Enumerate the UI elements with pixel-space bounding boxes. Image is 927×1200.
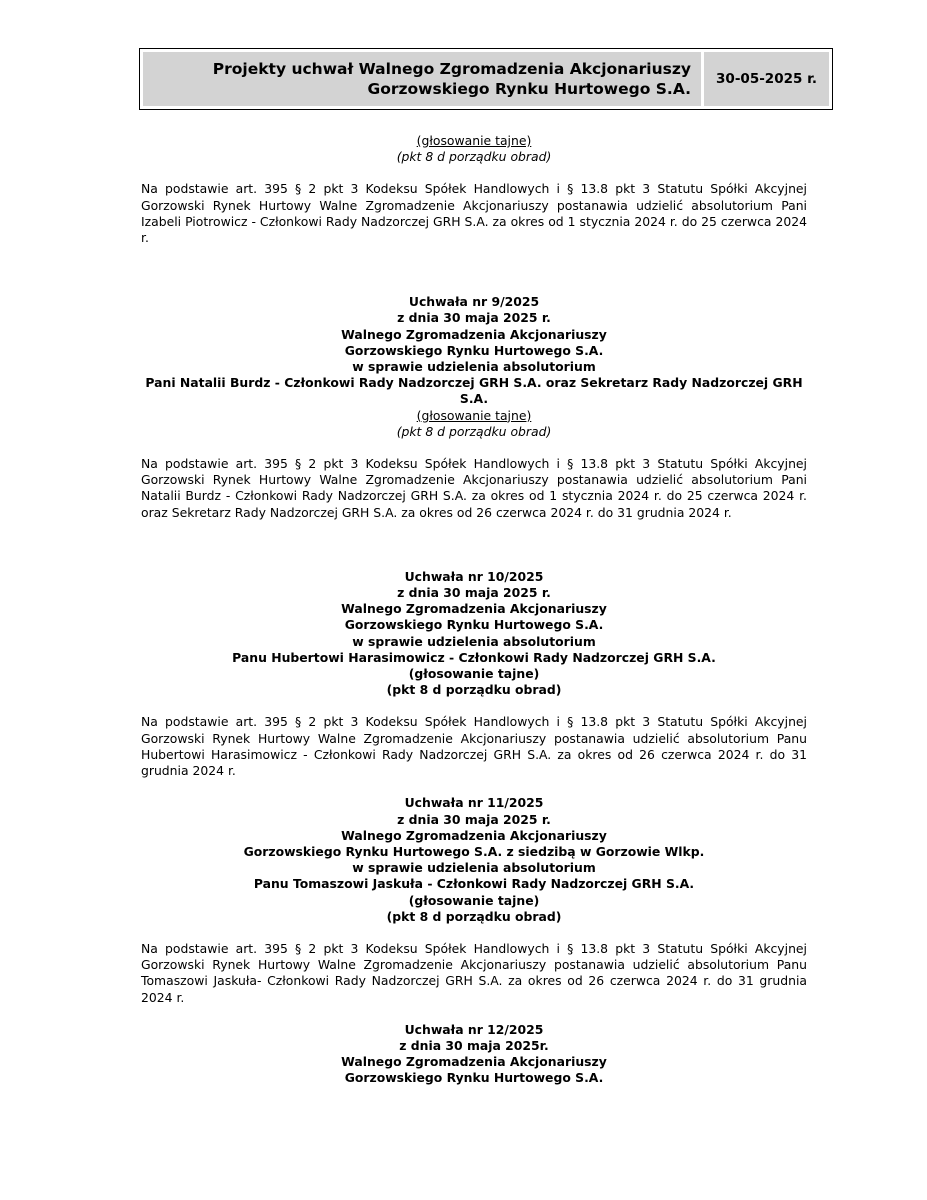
header-date: 30-05-2025 r. [704,52,829,106]
resolution-number: Uchwała nr 10/2025 [404,568,544,584]
resolution-number: Uchwała nr 11/2025 [404,795,544,811]
top-agenda-note: (pkt 8 d porządku obrad) [396,149,552,165]
resolution-subject: w sprawie udzielenia absolutorium [352,633,596,649]
resolution-body: Walnego Zgromadzenia Akcjonariuszy [341,326,607,342]
resolution-date: z dnia 30 maja 2025 r. [397,811,551,827]
resolution-subject: w sprawie udzielenia absolutorium [352,359,596,375]
resolution-date: z dnia 30 maja 2025 r. [397,585,551,601]
resolution-text: Na podstawie art. 395 § 2 pkt 3 Kodeksu Spółek Handlowych i § 13.8 pkt 3 Statutu Spółki Akcyjnej Gorzowski Rynek Hurtowy Walne Zgromadzenie Akcjonariuszy postanawia udzielić absolutorium Panu Hubertowi Harasimowicz - Członkowi Rady Nadzorczej GRH S.A. za okres od 26 czerwca 2024 r. do 31 grudnia 2024 r. [141,714,807,779]
resolution-vote-note: (głosowanie tajne) [408,892,540,908]
resolution-text: Na podstawie art. 395 § 2 pkt 3 Kodeksu Spółek Handlowych i § 13.8 pkt 3 Statutu Spółki Akcyjnej Gorzowski Rynek Hurtowy Walne Zgromadzenie Akcjonariuszy postanawia udzielić absolutorium Pani Natalii Burdz - Członkowi Rady Nadzorczej GRH S.A. za okres od 1 stycznia 2024 r. do 25 czerwca 2024 r. oraz Sekretarz Rady Nadzorczej GRH S.A. za okres od 26 czerwca 2024 r. do 31 grudnia 2024 r. [141,456,807,520]
resolution-company: Gorzowskiego Rynku Hurtowego S.A. [344,1070,604,1086]
top-resolution-text: Na podstawie art. 395 § 2 pkt 3 Kodeksu Spółek Handlowych i § 13.8 pkt 3 Statutu Spółki Akcyjnej Gorzowski Rynek Hurtowy Walne Zgromadzenie Akcjonariuszy postanawia udzielić absolutorium Pani Izabeli Piotrowicz - Członkowi Rady Nadzorczej GRH S.A. za okres od 1 stycznia 2024 r. do 25 czerwca 2024 r. [141,181,807,246]
document-header [139,48,833,110]
resolution-subject: w sprawie udzielenia absolutorium [352,860,596,876]
resolution-9 [141,294,807,521]
header-title-line1: Projekty uchwał Walnego Zgromadzenia Akcjonariuszy [212,60,691,78]
resolution-date: z dnia 30 maja 2025r. [399,1037,549,1053]
header-title [143,52,702,106]
resolution-company: Gorzowskiego Rynku Hurtowego S.A. z siedzibą w Gorzowie Wlkp. [243,843,705,859]
resolution-vote-note: (głosowanie tajne) [408,666,540,682]
resolution-agenda-note: (pkt 8 d porządku obrad) [386,908,562,924]
resolution-company: Gorzowskiego Rynku Hurtowego S.A. [344,342,604,358]
resolution-person: Pani Natalii Burdz - Członkowi Rady Nadzorczej GRH S.A. oraz Sekretarz Rady Nadzorczej GRH S.A. [145,375,803,407]
resolution-body: Walnego Zgromadzenia Akcjonariuszy [341,827,607,843]
resolution-person: Panu Tomaszowi Jaskuła - Członkowi Rady Nadzorczej GRH S.A. [253,876,695,892]
resolution-person: Panu Hubertowi Harasimowicz - Członkowi Rady Nadzorczej GRH S.A. [232,649,716,665]
document-body [141,133,807,1087]
resolution-agenda-note: (pkt 8 d porządku obrad) [386,682,562,698]
resolution-text: Na podstawie art. 395 § 2 pkt 3 Kodeksu Spółek Handlowych i § 13.8 pkt 3 Statutu Spółki Akcyjnej Gorzowski Rynek Hurtowy Walne Zgromadzenie Akcjonariuszy postanawia udzielić absolutorium Panu Tomaszowi Jaskuła- Członkowi Rady Nadzorczej GRH S.A. za okres od 26 czerwca 2024 r. do 31 grudnia 2024 r. [141,940,807,1005]
top-vote-note: (głosowanie tajne) [416,133,532,148]
resolution-11 [141,795,807,1005]
resolution-agenda-note: (pkt 8 d porządku obrad) [396,423,552,439]
header-title-line2: Gorzowskiego Rynku Hurtowego S.A. [367,80,691,98]
resolution-vote-note: (głosowanie tajne) [416,407,532,423]
resolution-company: Gorzowskiego Rynku Hurtowego S.A. [344,617,604,633]
resolution-date: z dnia 30 maja 2025 r. [397,310,551,326]
resolution-10 [141,569,807,779]
resolution-number: Uchwała nr 12/2025 [404,1021,544,1037]
resolution-body: Walnego Zgromadzenia Akcjonariuszy [341,601,607,617]
resolution-12 [141,1022,807,1087]
resolution-number: Uchwała nr 9/2025 [408,294,540,310]
resolution-body: Walnego Zgromadzenia Akcjonariuszy [341,1054,607,1070]
